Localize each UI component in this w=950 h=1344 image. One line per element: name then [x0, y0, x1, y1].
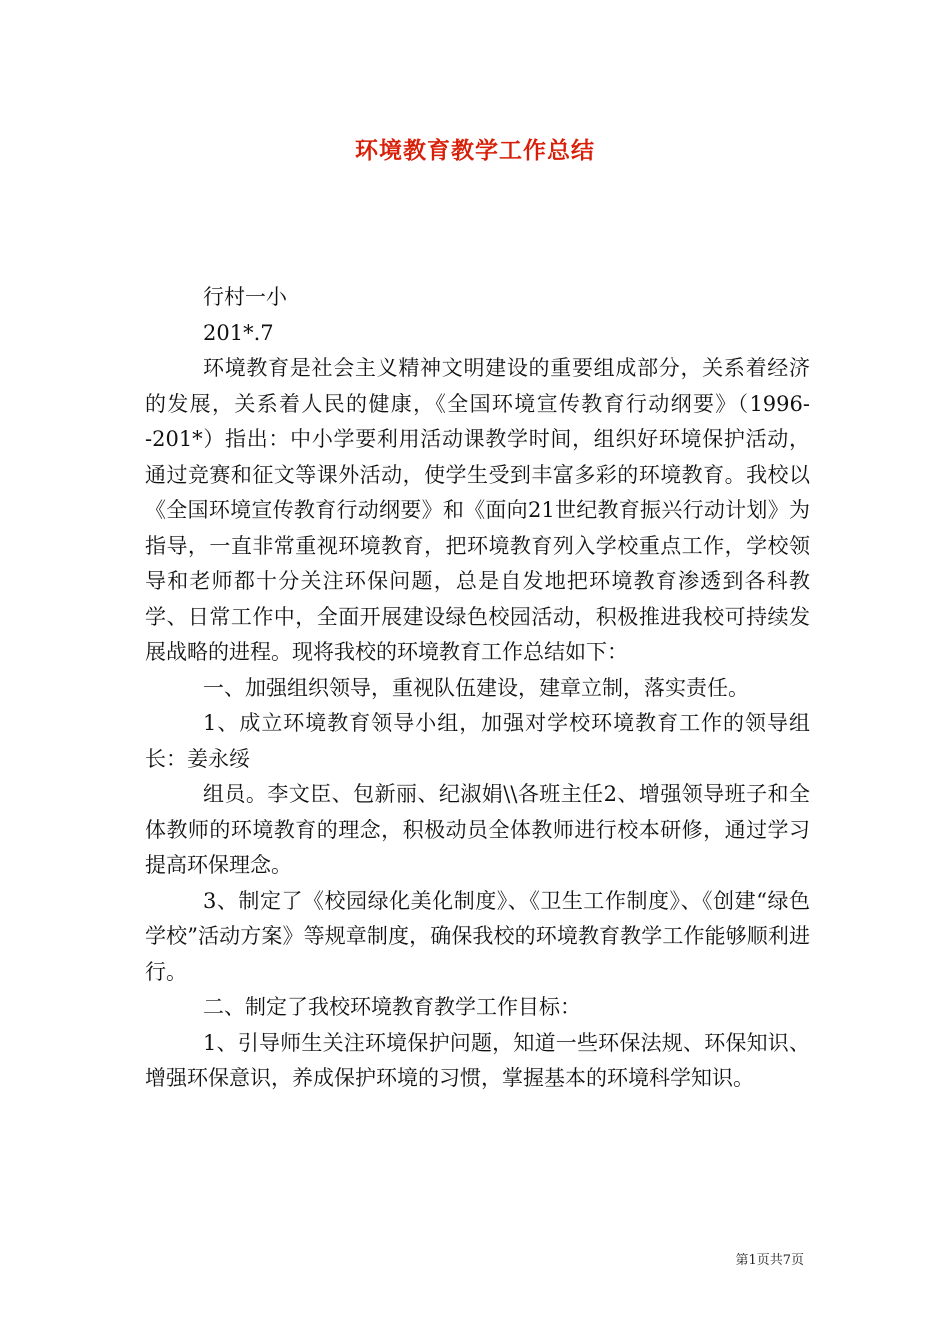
paragraph: 环境教育是社会主义精神文明建设的重要组成部分，关系着经济的发展，关系着人民的健康，《全国环境宣传教育行动纲要》（1996--201*）指出：中小学要利用活动课教学时间，组织好环境保护活动，通过竞赛和征文等课外活动，使学生受到丰富多彩的环境教育。我校以《全国环境宣传教育行动纲要》和《面向21世纪教育振兴行动计划》为指导，一直非常重视环境教育，把环境教育列入学校重点工作，学校领导和老师都十分关注环保问题，总是自发地把环境教育渗透到各科教学、日常工作中，全面开展建设绿色校园活动，积极推进我校可持续发展战略的进程。现将我校的环境教育工作总结如下： — [145, 356, 810, 664]
paragraph: 1、引导师生关注环境保护问题，知道一些环保法规、环保知识、增强环保意识，养成保护环境的习惯，掌握基本的环境科学知识。 — [145, 1030, 810, 1090]
paragraph: 一、加强组织领导，重视队伍建设，建章立制，落实责任。 — [203, 675, 749, 700]
document-body — [145, 280, 810, 1097]
document-title: 环境教育教学工作总结 — [355, 138, 595, 164]
paragraph: 行村一小 — [203, 285, 287, 309]
page-number: 第1页共7页 — [735, 1253, 804, 1268]
paragraph: 二、制定了我校环境教育教学工作目标： — [203, 995, 581, 1019]
paragraph: 201*.7 — [203, 320, 274, 345]
paragraph: 3、制定了《校园绿化美化制度》、《卫生工作制度》、《创建“绿色学校”活动方案》等规章制度，确保我校的环境教育教学工作能够顺利进行。 — [145, 888, 810, 984]
paragraph: 组员。李文臣、包新丽、纪淑娟\\各班主任2、增强领导班子和全体教师的环境教育的理念，积极动员全体教师进行校本研修，通过学习提高环保理念。 — [145, 782, 810, 877]
paragraph: 1、成立环境教育领导小组，加强对学校环境教育工作的领导组长：姜永绥 — [145, 711, 810, 771]
